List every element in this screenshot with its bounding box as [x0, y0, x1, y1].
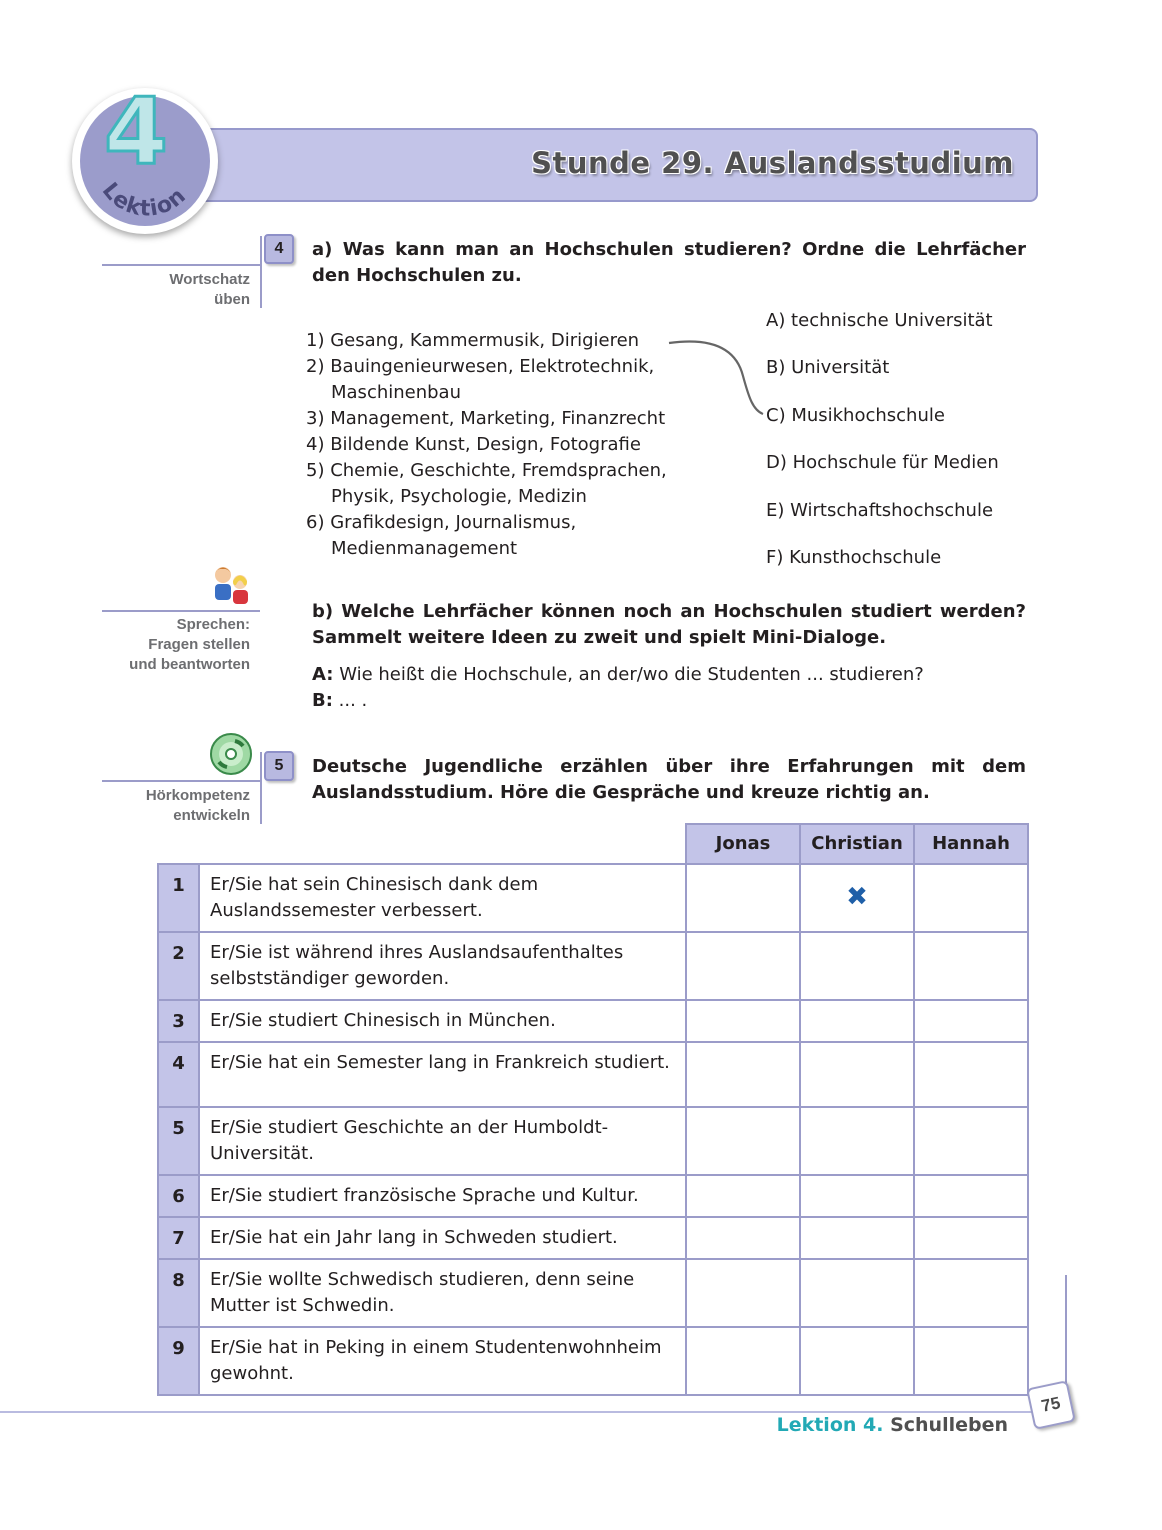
lesson-number: 4 [103, 78, 168, 185]
svg-text:Lektion [97, 178, 191, 221]
list-item: C) Musikhochschule [766, 404, 945, 426]
pair-work-icon [208, 562, 254, 608]
lesson-title-bar [200, 128, 1038, 202]
sidebar-divider-5 [260, 752, 262, 824]
sidebar-rule-4 [102, 264, 262, 266]
answer-checkbox-cell[interactable] [800, 1217, 914, 1259]
table-row [158, 1042, 1028, 1107]
statement-cell: Er/Sie studiert französische Sprache und Kultur. [199, 1175, 686, 1217]
matching-connector-line [665, 336, 765, 420]
sidebar-rule-5 [102, 780, 262, 782]
footer-chapter-title: Schulleben [883, 1414, 1008, 1436]
answer-checkbox-cell[interactable] [914, 1327, 1028, 1395]
answer-checkbox-cell[interactable] [800, 1327, 914, 1395]
statement-cell: Er/Sie ist während ihres Auslandsaufenthaltes selbstständiger geworden. [199, 932, 686, 1000]
footer-rule [0, 1411, 1032, 1413]
row-number: 6 [158, 1175, 199, 1217]
row-number: 7 [158, 1217, 199, 1259]
mini-dialog [312, 662, 924, 714]
list-item: 3) Management, Marketing, Finanzrecht [306, 408, 666, 429]
sidebar-divider-4 [260, 236, 262, 308]
lesson-word: Lektion [96, 178, 192, 222]
table-row [158, 1259, 1028, 1327]
answer-checkbox-cell[interactable] [800, 1259, 914, 1327]
table-row [158, 1107, 1028, 1175]
answer-checkbox-cell[interactable] [914, 932, 1028, 1000]
row-number: 4 [158, 1042, 199, 1107]
sidebar-label-line: entwickeln [173, 807, 250, 824]
sidebar-label-line: und beantworten [129, 656, 250, 673]
column-header: Christian [800, 824, 914, 864]
instruction-4a: a) Was kann man an Hochschulen studieren? Ordne die Lehrfächer den Hochschulen zu. [312, 239, 1026, 286]
answer-checkbox-cell[interactable] [914, 1259, 1028, 1327]
school-list [766, 308, 999, 592]
list-item: D) Hochschule für Medien [766, 452, 999, 474]
audio-cd-icon [209, 732, 253, 776]
table-row [158, 1217, 1028, 1259]
table-header-row [158, 824, 1028, 864]
answer-checkbox-cell[interactable] [914, 1217, 1028, 1259]
answer-checkbox-cell[interactable] [800, 1175, 914, 1217]
sidebar-label-line: Wortschatz [169, 271, 250, 288]
table-row [158, 1000, 1028, 1042]
footer-lesson-label: Lektion 4. [776, 1414, 884, 1436]
list-item: 4) Bildende Kunst, Design, Fotografie [306, 434, 641, 455]
table-row [158, 932, 1028, 1000]
table-header-empty [158, 824, 686, 864]
statement-cell: Er/Sie studiert Chinesisch in München. [199, 1000, 686, 1042]
answer-checkbox-cell[interactable] [686, 1042, 800, 1107]
statement-cell: Er/Sie studiert Geschichte an der Humboldt-Universität. [199, 1107, 686, 1175]
sidebar-label-line: üben [214, 291, 250, 308]
dialog-text-b: ... . [332, 690, 368, 711]
answer-checkbox-cell[interactable] [800, 1107, 914, 1175]
answer-checkbox-cell[interactable] [914, 864, 1028, 932]
statement-cell: Er/Sie hat ein Jahr lang in Schweden studiert. [199, 1217, 686, 1259]
sidebar-label-wortschatz [100, 270, 250, 310]
row-number: 3 [158, 1000, 199, 1042]
row-number: 5 [158, 1107, 199, 1175]
list-item: 1) Gesang, Kammermusik, Dirigieren [306, 330, 640, 351]
lesson-word-arc [72, 88, 218, 234]
answer-checkbox-cell[interactable] [686, 1000, 800, 1042]
row-number: 1 [158, 864, 199, 932]
dialog-line-a [312, 662, 924, 688]
statement-cell: Er/Sie hat in Peking in einem Studentenwohnheim gewohnt. [199, 1327, 686, 1395]
list-item: F) Kunsthochschule [766, 546, 942, 568]
sidebar-label-line: Fragen stellen [148, 636, 250, 653]
task-number-5: 5 [264, 751, 294, 781]
dialog-speaker-b: B: [312, 690, 333, 711]
answer-checkbox-cell[interactable] [686, 1175, 800, 1217]
answer-checkbox-cell[interactable] [800, 1000, 914, 1042]
sidebar-label-line: Hörkompetenz [145, 787, 250, 804]
sidebar-rule-4b [102, 610, 260, 612]
instruction-4b: b) Welche Lehrfächer können noch an Hochschulen studiert werden? Sammelt weitere Ideen zu zweit und spielt Mini-Dialoge. [312, 601, 1026, 648]
sidebar-label-sprechen [100, 615, 250, 675]
answer-checkbox-cell[interactable] [914, 1107, 1028, 1175]
sidebar-label-hoerkompetenz [100, 786, 250, 826]
lesson-badge [72, 78, 218, 234]
answer-checkbox-cell[interactable] [800, 932, 914, 1000]
answer-checkbox-cell[interactable] [800, 1042, 914, 1107]
answer-checkbox-cell[interactable] [686, 1327, 800, 1395]
answer-checkbox-cell[interactable] [686, 864, 800, 932]
answer-checkbox-cell[interactable] [686, 1107, 800, 1175]
table-row [158, 1175, 1028, 1217]
list-item: B) Universität [766, 357, 890, 379]
answer-checkbox-cell[interactable] [686, 1259, 800, 1327]
list-item: 5) Chemie, Geschichte, Fremdsprachen, Physik, Psychologie, Medizin [306, 460, 667, 507]
row-number: 2 [158, 932, 199, 1000]
answer-checkbox-cell[interactable] [686, 932, 800, 1000]
answer-table [157, 823, 1029, 1396]
table-row [158, 864, 1028, 932]
page-title: Stunde 29. Auslandsstudium [531, 146, 1014, 180]
answer-checkbox-cell[interactable] [914, 1000, 1028, 1042]
list-item: E) Wirtschaftshochschule [766, 499, 994, 521]
task-number-4: 4 [264, 234, 294, 264]
table-row [158, 1327, 1028, 1395]
list-item: 2) Bauingenieurwesen, Elektrotechnik, Maschinenbau [306, 356, 655, 403]
answer-checkbox-cell[interactable] [914, 1042, 1028, 1107]
statement-cell: Er/Sie wollte Schwedisch studieren, denn seine Mutter ist Schwedin. [199, 1259, 686, 1327]
list-item: 6) Grafikdesign, Journalismus, Medienmanagement [306, 512, 577, 559]
dialog-text-a: Wie heißt die Hochschule, an der/wo die Studenten ... studieren? [333, 664, 924, 685]
statement-cell: Er/Sie hat sein Chinesisch dank dem Auslandssemester verbessert. [199, 864, 686, 932]
answer-checkbox-cell[interactable] [914, 1175, 1028, 1217]
subject-list [306, 328, 726, 562]
answer-checkbox-cell[interactable] [686, 1217, 800, 1259]
table-body [158, 864, 1028, 1395]
sidebar-label-line: Sprechen: [176, 616, 250, 633]
column-header: Hannah [914, 824, 1028, 864]
instruction-5: Deutsche Jugendliche erzählen über ihre Erfahrungen mit dem Auslandsstudium. Höre die Gespräche und kreuze richtig an. [312, 756, 1026, 803]
column-header: Jonas [686, 824, 800, 864]
answer-checkbox-cell[interactable] [800, 864, 914, 932]
page-number: 75 [1026, 1380, 1076, 1430]
list-item: A) technische Universität [766, 310, 993, 331]
statement-cell: Er/Sie hat ein Semester lang in Frankreich studiert. [199, 1042, 686, 1107]
dialog-speaker-a: A: [312, 664, 334, 685]
row-number: 9 [158, 1327, 199, 1395]
footer-vertical-rule [1065, 1275, 1067, 1393]
cross-mark-icon: ✖ [846, 881, 868, 912]
row-number: 8 [158, 1259, 199, 1327]
dialog-line-b [312, 688, 924, 714]
footer-chapter [777, 1414, 1008, 1436]
